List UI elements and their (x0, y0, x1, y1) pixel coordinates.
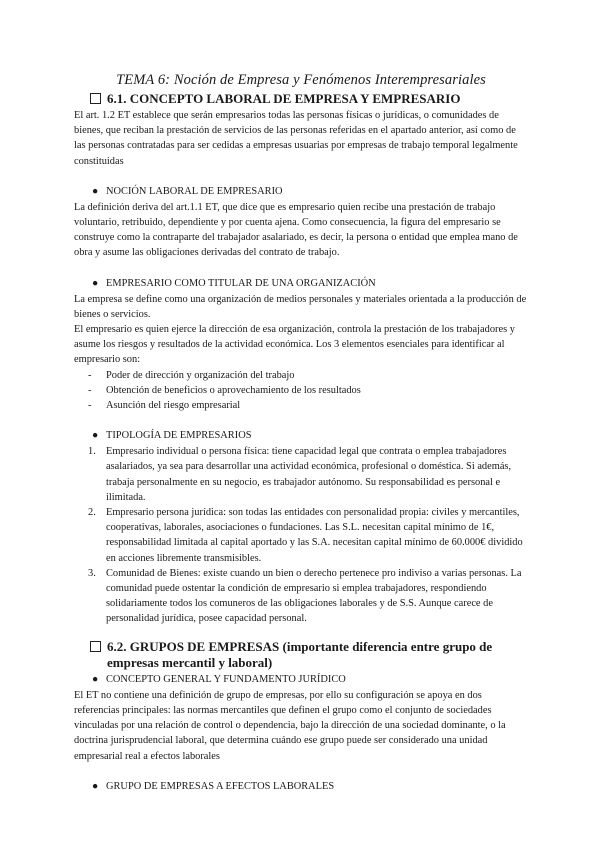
list-item: - Obtención de beneficios o aprovechamiento de los resultados (88, 384, 361, 396)
paragraph: El ET no contiene una definición de grupo de empresas, por ello su configuración se apoya en dos referencias principales: las normas mercantiles que definen el grupo como el conjunto de sociedades vinculadas por una relación de control o dependencia, bajo la dirección de una sociedad dominante, o la doctrina jurisprudencial laboral, que determina cuándo ese grupo puede ser considerado una unidad empresarial real a efectos laborales (74, 689, 506, 762)
list-item: - Poder de dirección y organización del trabajo (88, 369, 295, 381)
checkbox-icon (90, 641, 101, 652)
list-item: - Asunción del riesgo empresarial (88, 400, 241, 412)
numbered-item: 3. Comunidad de Bienes: existe cuando un bien o derecho pertenece pro indiviso a varias personas. La comunidad puede ostentar la condición de empresario si emplea trabajadores, respondiendo solidariamente todos los comuneros de las obligaciones laborales y de S.S. Aunque carece de personalidad jurídica, posee capacidad personal. (88, 567, 522, 625)
section-heading-6-2: 6.2. GRUPOS DE EMPRESAS (importante diferencia entre grupo de empresas mercantil y laboral) (90, 639, 528, 671)
document-page (74, 72, 528, 795)
bullet-icon: ● (92, 673, 99, 685)
section-heading-6-1: 6.1. CONCEPTO LABORAL DE EMPRESA Y EMPRESARIO (90, 91, 528, 107)
bullet-icon: ● (92, 430, 99, 442)
bullet-icon: ● (92, 780, 99, 792)
bullet-heading: ● EMPRESARIO COMO TITULAR DE UNA ORGANIZACIÓN (92, 277, 376, 289)
bullet-heading: ● TIPOLOGÍA DE EMPRESARIOS (92, 430, 252, 442)
section-intro: El art. 1.2 ET establece que serán empresarios todas las personas físicas o jurídicas, o comunidades de bienes, que reciban la prestación de servicios de las personas referidas en el apartado anterior, así como de las personas contratadas para ser cedidas a empresas usuarias por empresas de trabajo temporal legalmente constituidas (74, 110, 518, 167)
paragraph: El empresario es quien ejerce la dirección de esa organización, controla la prestación de los trabajadores y asume los riesgos y resultados de la actividad económica. Los 3 elementos esenciales para identificar al empresario son: (74, 324, 515, 366)
bullet-heading: ● GRUPO DE EMPRESAS A EFECTOS LABORALES (92, 780, 335, 792)
paragraph: La definición deriva del art.1.1 ET, que dice que es empresario quien recibe una prestación de trabajo voluntario, retribuido, dependiente y por cuenta ajena. Como consecuencia, la figura del empresario se construye como la contraparte del trabajador asalariado, es decir, la persona o entidad que emplea mano de obra y asume las obligaciones derivadas del contrato de trabajo. (74, 201, 518, 259)
bullet-heading: ● NOCIÓN LABORAL DE EMPRESARIO (92, 185, 283, 197)
numbered-item: 2. Empresario persona jurídica: son todas las entidades con personalidad propia: civiles y mercantiles, cooperativas, laborales, asociaciones o fundaciones. Las S.L. necesitan capital mínimo de 1€, responsabilidad limitada al capital aportado y las S.A. necesitan capital mínimo de 60.000€ dividido en acciones libremente transmisibles. (88, 507, 523, 564)
paragraph: La empresa se define como una organización de medios personales y materiales orientada a la producción de bienes o servicios. (74, 293, 527, 320)
checkbox-icon (90, 93, 101, 104)
bullet-icon: ● (92, 277, 99, 289)
document-title: TEMA 6: Noción de Empresa y Fenómenos Interempresariales (116, 72, 486, 88)
bullet-icon: ● (92, 185, 99, 197)
bullet-heading: ● CONCEPTO GENERAL Y FUNDAMENTO JURÍDICO (92, 673, 346, 685)
numbered-item: 1. Empresario individual o persona física: tiene capacidad legal que contrata o emplea trabajadores asalariados, ya sea para desarrollar una actividad económica, profesional o doméstica. Si además, trabaja personalmente en su negocio, es trabajador autónomo. Su responsabilidad es personal e ilimitada. (88, 446, 512, 503)
